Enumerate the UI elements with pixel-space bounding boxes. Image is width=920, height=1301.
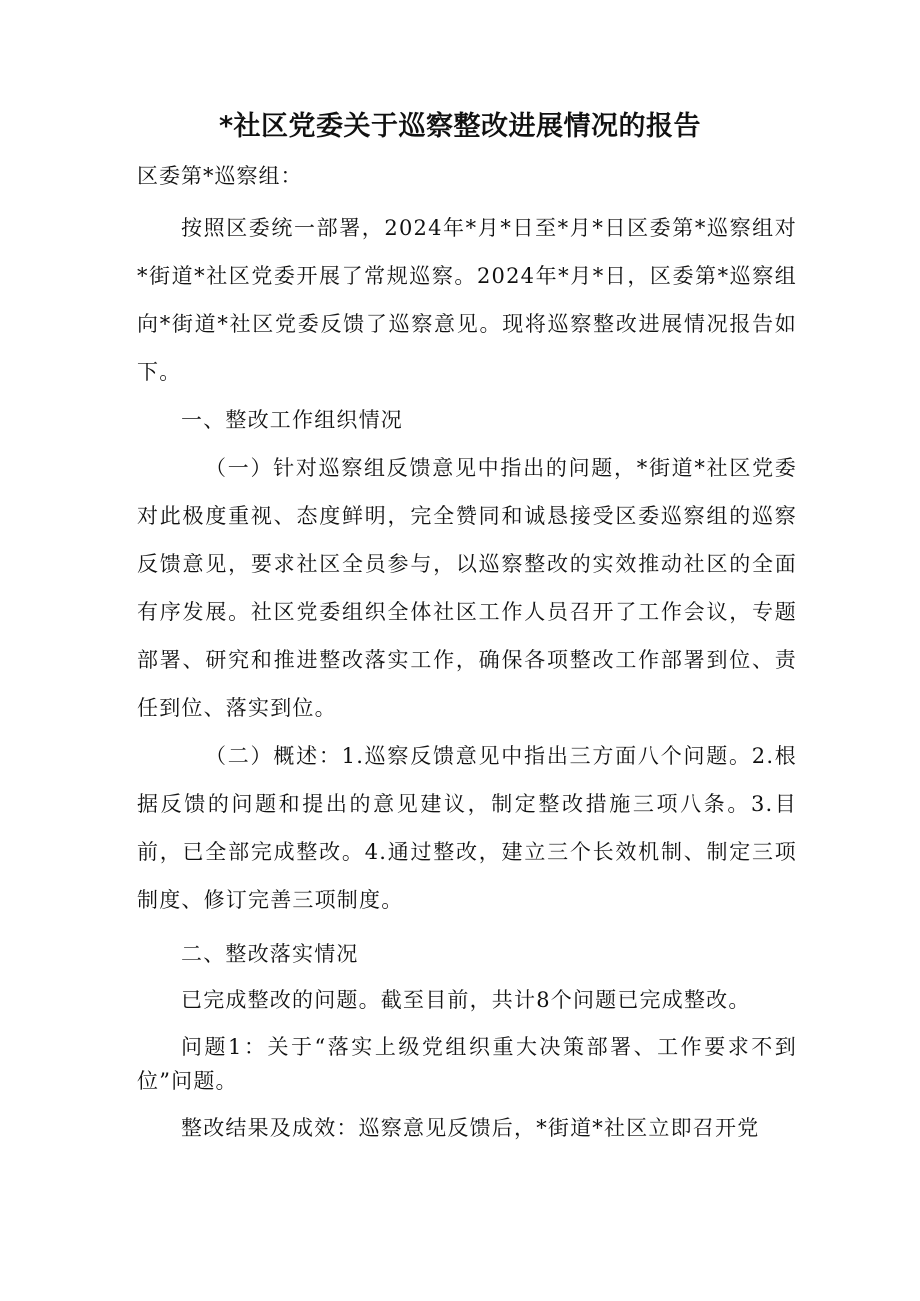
issue-1: 问题1：关于“落实上级党组织重大决策部署、工作要求不到位”问题。	[137, 1035, 797, 1093]
intro-paragraph: 按照区委统一部署，2024年*月*日至*月*日区委第*巡察组对*街道*社区党委开展了常规巡察。2024年*月*日，区委第*巡察组向*街道*社区党委反馈了巡察意见。现将巡察整改进展情况报告如下。	[137, 216, 797, 384]
document-title: *社区党委关于巡察整改进展情况的报告	[218, 111, 702, 142]
result-1: 整改结果及成效：巡察意见反馈后，*街道*社区立即召开党	[181, 1116, 760, 1140]
section2-heading: 二、整改落实情况	[181, 942, 359, 966]
section1-paragraph-2: （二）概述：1.巡察反馈意见中指出三方面八个问题。2.根据反馈的问题和提出的意见建议，制定整改措施三项八条。3.目前，已全部完成整改。4.通过整改，建立三个长效机制、制定三项制度、修订完善三项制度。	[137, 744, 797, 912]
section2-paragraph-1: 已完成整改的问题。截至目前，共计8个问题已完成整改。	[181, 988, 751, 1012]
section1-heading: 一、整改工作组织情况	[181, 408, 403, 432]
section1-paragraph-1: （一）针对巡察组反馈意见中指出的问题，*街道*社区党委对此极度重视、态度鲜明，完全赞同和诚恳接受区委巡察组的巡察反馈意见，要求社区全员参与，以巡察整改的实效推动社区的全面有序发展。社区党委组织全体社区工作人员召开了工作会议，专题部署、研究和推进整改落实工作，确保各项整改工作部署到位、责任到位、落实到位。	[137, 456, 797, 720]
salutation: 区委第*巡察组：	[137, 164, 303, 188]
